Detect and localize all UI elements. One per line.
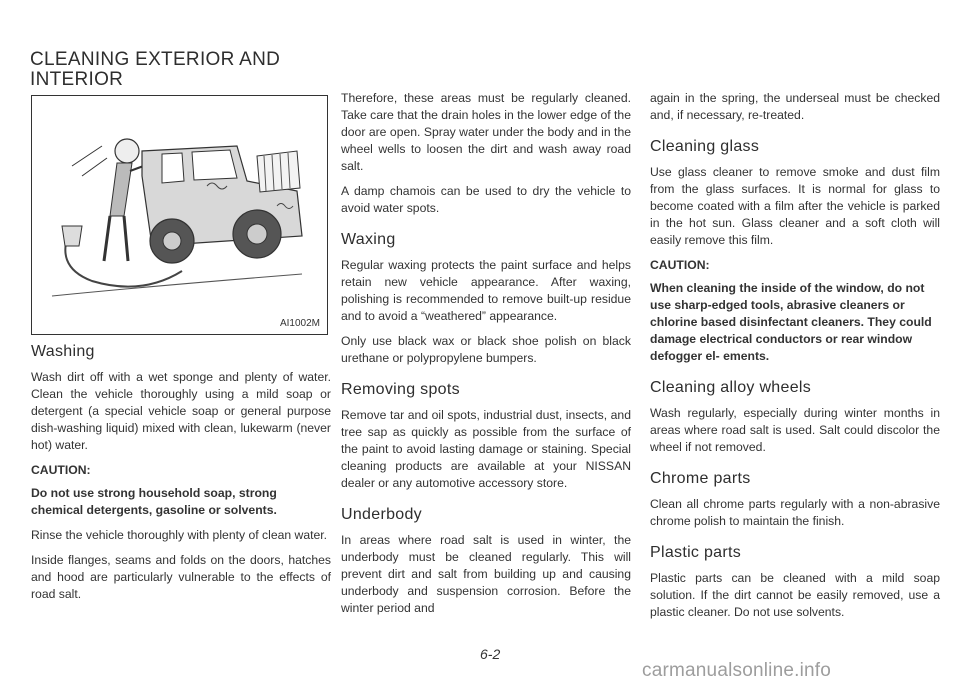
column-3 [650, 90, 940, 629]
car-washing-illustration [31, 95, 328, 335]
figure-code: AI1002M [279, 318, 320, 329]
heading-removing-spots: Removing spots [341, 381, 460, 398]
column-2 [341, 90, 631, 625]
paragraph: Only use black wax or black shoe polish on black urethane or polypropylene bumpers. [341, 334, 631, 365]
paragraph: Therefore, these areas must be regularly cleaned. Take care that the drain holes in the lower edge of the door are open. Spray water under the body and in the wheel wells to loosen the dirt and wash away road salt. [341, 91, 631, 173]
heading-plastic-parts: Plastic parts [650, 544, 742, 561]
caution-label: CAUTION: [31, 463, 91, 477]
heading-underbody: Underbody [341, 506, 422, 523]
car-washing-drawing [32, 96, 329, 336]
heading-cleaning-glass: Cleaning glass [650, 138, 760, 155]
paragraph: Use glass cleaner to remove smoke and dust film from the glass surfaces. It is normal for glass to become coated with a film after the vehicle is parked in the hot sun. Glass cleaner and a soft cloth will easily remove this film. [650, 165, 940, 247]
paragraph: Clean all chrome parts regularly with a non-abrasive chrome polish to maintain the finish. [650, 497, 940, 528]
paragraph: Inside flanges, seams and folds on the doors, hatches and hood are particularly vulnerable to the effects of road salt. [31, 553, 331, 601]
paragraph: again in the spring, the underseal must be checked and, if necessary, re-treated. [650, 91, 940, 122]
caution-text: When cleaning the inside of the window, do not use sharp-edged tools, abrasive cleaners or chlorine based disinfectant cleaners. They could damage electrical conductors or rear window defogger el- ements. [650, 281, 932, 363]
caution-label: CAUTION: [650, 258, 710, 272]
paragraph: Rinse the vehicle thoroughly with plenty of clean water. [31, 528, 328, 542]
paragraph: Wash dirt off with a wet sponge and plenty of water. Clean the vehicle thoroughly using a mild soap or detergent (a special vehicle soap or general purpose dish-washing liquid) mixed with clean, lukewarm (never hot) water. [31, 370, 331, 452]
paragraph: Wash regularly, especially during winter months in areas where road salt is used. Salt could discolor the wheel if not removed. [650, 406, 940, 454]
column-1 [31, 342, 331, 611]
paragraph: A damp chamois can be used to dry the vehicle to avoid water spots. [341, 184, 631, 215]
page-title: CLEANING EXTERIOR AND INTERIOR [30, 49, 281, 90]
paragraph: Plastic parts can be cleaned with a mild soap solution. If the dirt cannot be easily removed, use a plastic cleaner. Do not use solvents. [650, 571, 940, 619]
heading-waxing: Waxing [341, 231, 396, 248]
paragraph: Regular waxing protects the paint surface and helps retain new vehicle appearance. After waxing, polishing is recommended to remove built-up residue and to avoid a “weathered” appearance. [341, 258, 631, 323]
page-number: 6-2 [480, 646, 501, 662]
caution-text: Do not use strong household soap, strong chemical detergents, gasoline or solvents. [31, 486, 277, 517]
paragraph: Remove tar and oil spots, industrial dust, insects, and tree sap as quickly as possible from the surface of the paint to avoid lasting damage or staining. Special cleaning products are available at your NISSAN dealer or any automotive accessory store. [341, 408, 631, 490]
heading-cleaning-alloy-wheels: Cleaning alloy wheels [650, 379, 812, 396]
watermark: carmanualsonline.info [642, 660, 832, 681]
paragraph: In areas where road salt is used in winter, the underbody must be cleaned regularly. This will prevent dirt and salt from building up and causing underbody and suspension corrosion. Before the winter period and [341, 533, 631, 615]
heading-washing: Washing [31, 343, 95, 360]
heading-chrome-parts: Chrome parts [650, 470, 751, 487]
